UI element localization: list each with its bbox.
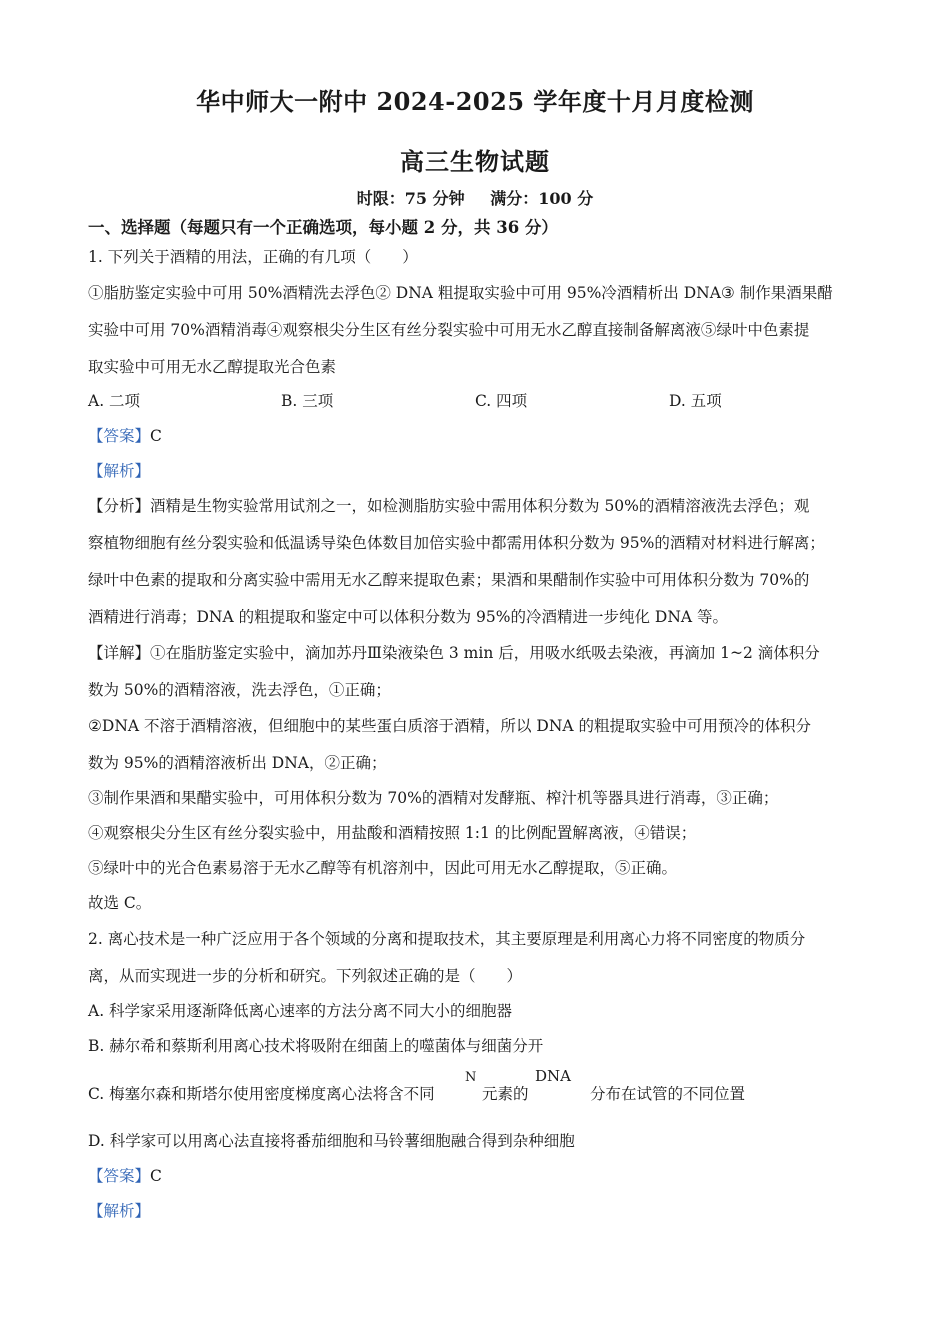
q1-body-line: 实验中可用 70%酒精消毒④观察根尖分生区有丝分裂实验中可用无水乙醇直接制备解离液⑤绿叶中色素提 bbox=[88, 321, 810, 339]
q1-fenxi-line: 【分析】酒精是生物实验常用试剂之一，如检测脂肪实验中需用体积分数为 50%的酒精溶液洗去浮色；观 bbox=[88, 497, 810, 515]
detail-tag: 【详解】 bbox=[88, 644, 151, 662]
q1-detail-line: ②DNA 不溶于酒精溶液，但细胞中的某些蛋白质溶于酒精，所以 DNA 的粗提取实验中可用预冷的体积分 bbox=[88, 717, 812, 735]
q1-detail-line: 数为 50%的酒精溶液，洗去浮色，①正确； bbox=[88, 681, 391, 699]
q2-option-c-part1: C. 梅塞尔森和斯塔尔使用密度梯度离心法将含不同 bbox=[88, 1085, 435, 1103]
q1-detail-line: ④观察根尖分生区有丝分裂实验中，用盐酸和酒精按照 1:1 的比例配置解离液，④错误； bbox=[88, 824, 697, 842]
q1-option-b: B. 三项 bbox=[281, 392, 334, 410]
section-heading: 一、选择题（每题只有一个正确选项，每小题 2 分，共 36 分） bbox=[88, 218, 558, 237]
q1-stem: 1. 下列关于酒精的用法，正确的有几项（ ） bbox=[88, 248, 418, 266]
q2-option-c-n: N bbox=[465, 1070, 477, 1085]
q2-analysis-tag: 【解析】 bbox=[88, 1202, 151, 1220]
q1-option-d: D. 五项 bbox=[669, 392, 722, 410]
q2-option-b: B. 赫尔希和蔡斯利用离心技术将吸附在细菌上的噬菌体与细菌分开 bbox=[88, 1037, 544, 1055]
q1-body-line: ①脂肪鉴定实验中可用 50%酒精洗去浮色② DNA 粗提取实验中可用 95%冷酒精析出 DNA③ 制作果酒果醋 bbox=[88, 284, 833, 302]
exam-meta bbox=[0, 186, 950, 209]
full-score: 满分：100 分 bbox=[490, 189, 594, 208]
q1-fenxi-line: 酒精进行消毒；DNA 的粗提取和鉴定中可以体积分数为 95%的冷酒精进一步纯化 DNA 等。 bbox=[88, 608, 729, 626]
exam-title: 华中师大一附中 2024-2025 学年度十月月度检测 bbox=[196, 87, 754, 116]
q2-option-c-part2: 元素的 bbox=[482, 1085, 529, 1103]
q1-option-c: C. 四项 bbox=[475, 392, 528, 410]
q2-option-a: A. 科学家采用逐渐降低离心速率的方法分离不同大小的细胞器 bbox=[88, 1002, 513, 1020]
answer-value: C bbox=[150, 1167, 162, 1185]
q1-fenxi-line: 察植物细胞有丝分裂实验和低温诱导染色体数目加倍实验中都需用体积分数为 95%的酒精对材料进行解离； bbox=[88, 534, 825, 552]
q1-detail-line: ③制作果酒和果醋实验中，可用体积分数为 70%的酒精对发酵瓶、榨汁机等器具进行消毒，③正确； bbox=[88, 789, 779, 807]
q2-stem-line: 离，从而实现进一步的分析和研究。下列叙述正确的是（ ） bbox=[88, 967, 523, 985]
q1-option-a: A. 二项 bbox=[88, 392, 141, 410]
q1-fenxi-line: 绿叶中色素的提取和分离实验中需用无水乙醇来提取色素；果酒和果醋制作实验中可用体积分数为 70%的 bbox=[88, 571, 810, 589]
q2-option-c-dna: DNA bbox=[535, 1067, 571, 1085]
q1-detail-line: 数为 95%的酒精溶液析出 DNA，②正确； bbox=[88, 754, 387, 772]
q1-detail-line: ⑤绿叶中的光合色素易溶于无水乙醇等有机溶剂中，因此可用无水乙醇提取，⑤正确。 bbox=[88, 859, 678, 877]
answer-tag: 【答案】 bbox=[88, 427, 151, 445]
answer-value: C bbox=[150, 427, 162, 445]
exam-subtitle: 高三生物试题 bbox=[400, 147, 550, 176]
answer-tag: 【答案】 bbox=[88, 1167, 151, 1185]
q1-analysis-tag: 【解析】 bbox=[88, 462, 151, 480]
q1-detail-line: 故选 C。 bbox=[88, 894, 152, 912]
q1-answer bbox=[88, 424, 162, 446]
fenxi-tag: 【分析】 bbox=[88, 497, 151, 515]
q2-stem-line: 2. 离心技术是一种广泛应用于各个领域的分离和提取技术，其主要原理是利用离心力将不同密度的物质分 bbox=[88, 930, 806, 948]
q2-option-c-part3: 分布在试管的不同位置 bbox=[590, 1085, 746, 1103]
q1-detail-line: 【详解】①在脂肪鉴定实验中，滴加苏丹Ⅲ染液染色 3 min 后，用吸水纸吸去染液，再滴加 1~2 滴体积分 bbox=[88, 644, 820, 662]
time-limit: 时限：75 分钟 bbox=[356, 189, 465, 208]
q2-option-d: D. 科学家可以用离心法直接将番茄细胞和马铃薯细胞融合得到杂种细胞 bbox=[88, 1132, 575, 1150]
q2-answer bbox=[88, 1164, 162, 1186]
q1-body-line: 取实验中可用无水乙醇提取光合色素 bbox=[88, 358, 337, 376]
